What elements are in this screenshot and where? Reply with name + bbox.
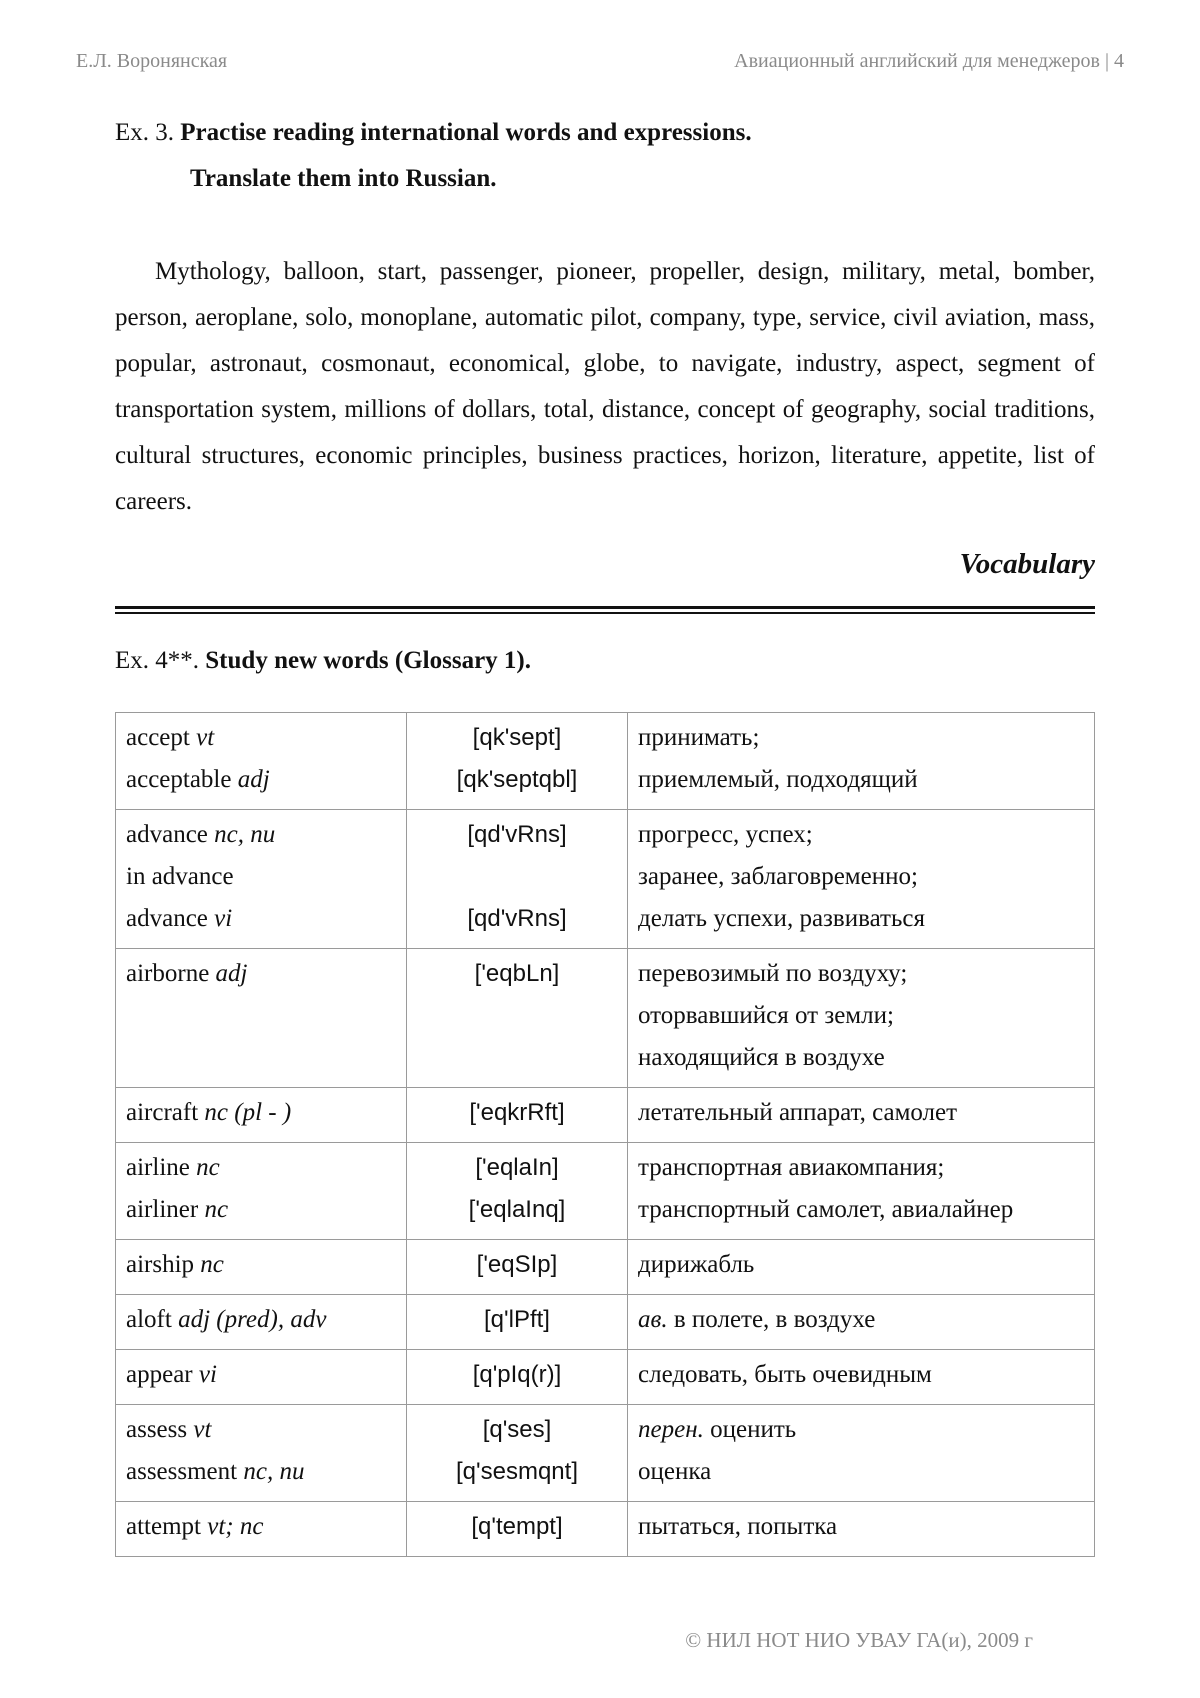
word-cell (116, 949, 407, 1088)
grammar-tag: vt (196, 724, 215, 751)
transcription: [qk'sept] (472, 724, 562, 751)
transcription-cell (407, 1088, 628, 1143)
grammar-tag: nc (pl - ) (204, 1099, 292, 1126)
headword: accept (126, 724, 190, 751)
grammar-tag: nc, nu (243, 1458, 305, 1485)
translation-text: оторвавшийся от земли; (638, 1002, 894, 1029)
transcription: [q'sesmqnt] (456, 1458, 578, 1485)
translation (638, 898, 1084, 940)
transcription-cell (407, 1350, 628, 1405)
table-row (116, 713, 1095, 810)
copyright-footer: © НИЛ НОТ НИО УВАУ ГА(и), 2009 г (685, 1628, 1033, 1652)
translation (638, 856, 1084, 898)
vocabulary-heading: Vocabulary (959, 548, 1095, 580)
table-row (116, 1088, 1095, 1143)
transcription: [qd'vRns] (467, 905, 567, 932)
headword: advance (126, 821, 208, 848)
table-row (116, 1405, 1095, 1502)
transcription-cell (407, 1502, 628, 1557)
translation-cell (628, 1240, 1095, 1295)
transcription-cell (407, 949, 628, 1088)
header-title: Авиационный английский для менеджеров | 4 (734, 50, 1124, 72)
translation (638, 1189, 1084, 1231)
transcription-cell (407, 810, 628, 949)
translation (638, 1506, 1084, 1548)
usage-label: перен. (638, 1416, 704, 1443)
transcription: [q'lPft] (484, 1306, 550, 1333)
transcription: ['eqSIp] (476, 1251, 558, 1278)
translation-cell (628, 1295, 1095, 1350)
translation (638, 1354, 1084, 1396)
exercise-3-title: Practise reading international words and expressions. (180, 119, 752, 146)
transcription-cell (407, 1405, 628, 1502)
translation-cell (628, 1502, 1095, 1557)
transcription (417, 856, 617, 898)
grammar-tag: vi (198, 1361, 217, 1388)
word-entry (126, 856, 396, 898)
translation-text: прогресс, успех; (638, 821, 813, 848)
exercise-3-heading (115, 110, 1095, 202)
headword: assess (126, 1416, 188, 1443)
word-cell (116, 1502, 407, 1557)
word-entry (126, 1409, 396, 1451)
exercise-3-label: Ex. 3. (115, 119, 175, 146)
translation (638, 814, 1084, 856)
grammar-tag: nc, nu (214, 821, 276, 848)
grammar-tag: adj (pred), adv (178, 1306, 327, 1333)
word-cell (116, 810, 407, 949)
transcription-cell (407, 713, 628, 810)
headword: advance (126, 905, 208, 932)
word-entry (126, 759, 396, 801)
translation-cell (628, 1405, 1095, 1502)
grammar-tag: nc (204, 1196, 229, 1223)
grammar-tag: vi (214, 905, 233, 932)
headword: acceptable (126, 766, 232, 793)
headword: attempt (126, 1513, 201, 1540)
headword: airline (126, 1154, 190, 1181)
word-entry (126, 1451, 396, 1493)
headword: airship (126, 1251, 195, 1278)
translation (638, 995, 1084, 1037)
word-cell (116, 1350, 407, 1405)
transcription: [q'tempt] (471, 1513, 563, 1540)
headword: in advance (126, 863, 234, 890)
running-header (76, 50, 1124, 73)
translation (638, 1451, 1084, 1493)
word-entry (126, 1244, 396, 1286)
word-entry (126, 953, 396, 995)
translation-cell (628, 1088, 1095, 1143)
word-entry (126, 1299, 396, 1341)
transcription: ['eqbLn] (474, 960, 560, 987)
translation-text: транспортная авиакомпания; (638, 1154, 945, 1181)
exercise-4-title: Study new words (Glossary 1). (205, 647, 532, 674)
translation-text: оценить (710, 1416, 797, 1443)
translation (638, 1147, 1084, 1189)
grammar-tag: nc (200, 1251, 224, 1278)
glossary-table (115, 712, 1095, 1557)
word-entry (126, 1147, 396, 1189)
word-entry (126, 898, 396, 940)
word-list-paragraph: Mythology, balloon, start, passenger, pioneer, propeller, design, military, metal, bomber, person, aeroplane, solo, monoplane, automatic pilot, company, type, service, civil aviation, mass, popular, astronaut, cosmonaut, economical, globe, to navigate, industry, aspect, segment of transportation system, millions of dollars, total, distance, concept of geography, social traditions, cultural structures, economic principles, business practices, horizon, literature, appetite, list of careers. (115, 258, 1095, 515)
translation-text: транспортный самолет, авиалайнер (638, 1196, 1014, 1223)
translation-text: пытаться, попытка (638, 1513, 838, 1540)
table-row (116, 810, 1095, 949)
translation-text: в полете, в воздухе (673, 1306, 876, 1333)
usage-label: ав. (638, 1306, 668, 1333)
translation-text: следовать, быть очевидным (638, 1361, 932, 1388)
table-row (116, 1143, 1095, 1240)
transcription: [qk'septqbl] (456, 766, 578, 793)
exercise-4-heading (115, 638, 531, 684)
table-row (116, 1502, 1095, 1557)
word-entry (126, 717, 396, 759)
table-row (116, 1350, 1095, 1405)
table-row (116, 1295, 1095, 1350)
grammar-tag: adj (215, 960, 248, 987)
transcription-cell (407, 1143, 628, 1240)
translation (638, 1037, 1084, 1079)
transcription: ['eqkrRft] (469, 1099, 565, 1126)
translation (638, 1244, 1084, 1286)
translation-cell (628, 949, 1095, 1088)
headword: aircraft (126, 1099, 199, 1126)
translation-text: перевозимый по воздуху; (638, 960, 908, 987)
word-cell (116, 713, 407, 810)
translation-text: летательный аппарат, самолет (638, 1099, 958, 1126)
exercise-4-label: Ex. 4**. (115, 647, 200, 674)
translation-text: находящийся в воздухе (638, 1044, 885, 1071)
word-cell (116, 1088, 407, 1143)
transcription: [q'ses] (482, 1416, 552, 1443)
grammar-tag: vt; nc (207, 1513, 264, 1540)
word-entry (126, 1506, 396, 1548)
translation (638, 953, 1084, 995)
word-cell (116, 1295, 407, 1350)
exercise-3-subtitle: Translate them into Russian. (190, 165, 497, 192)
transcription: [q'pIq(r)] (472, 1361, 562, 1388)
translation-text: принимать; (638, 724, 760, 751)
grammar-tag: adj (237, 766, 270, 793)
word-entry (126, 1354, 396, 1396)
translation-text: оценка (638, 1458, 712, 1485)
translation (638, 717, 1084, 759)
grammar-tag: vt (193, 1416, 212, 1443)
word-cell (116, 1240, 407, 1295)
transcription-cell (407, 1240, 628, 1295)
translation-cell (628, 1143, 1095, 1240)
headword: airborne (126, 960, 210, 987)
translation-cell (628, 810, 1095, 949)
word-entry (126, 814, 396, 856)
word-cell (116, 1143, 407, 1240)
table-row (116, 949, 1095, 1088)
translation (638, 759, 1084, 801)
grammar-tag: nc (196, 1154, 220, 1181)
headword: aloft (126, 1306, 172, 1333)
word-cell (116, 1405, 407, 1502)
headword: appear (126, 1361, 193, 1388)
transcription: ['eqlaIn] (475, 1154, 559, 1181)
transcription: ['eqlaInq] (468, 1196, 566, 1223)
headword: airliner (126, 1196, 199, 1223)
translation-cell (628, 1350, 1095, 1405)
translation-text: дирижабль (638, 1251, 755, 1278)
transcription: [qd'vRns] (467, 821, 567, 848)
translation-cell (628, 713, 1095, 810)
translation (638, 1409, 1084, 1451)
headword: assessment (126, 1458, 238, 1485)
transcription-cell (407, 1295, 628, 1350)
translation-text: заранее, заблаговременно; (638, 863, 918, 890)
word-entry (126, 1189, 396, 1231)
word-entry (126, 1092, 396, 1134)
translation (638, 1299, 1084, 1341)
double-rule-divider (115, 606, 1095, 614)
glossary-body (116, 713, 1095, 1557)
table-row (116, 1240, 1095, 1295)
translation-text: приемлемый, подходящий (638, 766, 918, 793)
header-author: Е.Л. Воронянская (76, 50, 228, 72)
translation-text: делать успехи, развиваться (638, 905, 925, 932)
translation (638, 1092, 1084, 1134)
